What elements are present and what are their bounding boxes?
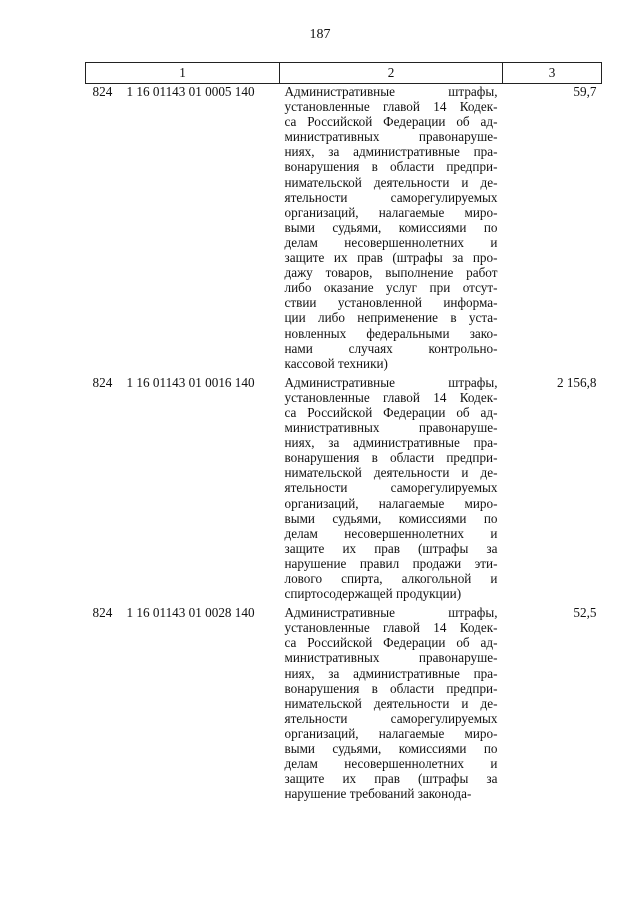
description-cell [280,375,503,605]
page-number: 187 [309,27,331,42]
table-row [86,375,602,605]
description-line: делам несовершеннолетних и [284,756,498,772]
administrator-code: 824 [92,374,113,390]
amount-cell: 52,5 [573,605,597,621]
description-line: защите их прав (штрафы за [284,540,498,556]
column-header-1: 1 [86,63,280,84]
budget-classification-code: 1 16 01143 01 0028 140 [126,605,255,621]
description-line: са Российской Федерации об ад- [284,114,498,130]
description-line: ниях, за административные пра- [284,144,498,160]
amount-cell: 2 156,8 [556,374,597,390]
description-cell [280,605,503,805]
description-line: нами случаях контрольно- [284,340,498,356]
description-line: ниях, за административные пра- [284,665,498,681]
description-line: ции либо неприменение в уста- [284,310,498,326]
description-line: Административные штрафы, [284,374,498,390]
description-line: лового спирта, алкогольной и [284,571,498,586]
description-line: са Российской Федерации об ад- [284,404,498,420]
description-line: нарушение требований законода- [284,786,472,802]
table-row [86,84,602,375]
description-line: ятельности саморегулируемых [284,710,498,726]
description-line: установленные главой 14 Кодек- [284,99,498,115]
description-line: са Российской Федерации об ад- [284,635,498,651]
description-line: Административные штрафы, [284,605,498,621]
description-line: министративных правонаруше- [284,129,498,145]
table-body [86,84,602,806]
administrator-code: 824 [92,605,113,621]
description-line: установленные главой 14 Кодек- [284,389,498,405]
description-line: ниях, за административные пра- [284,435,498,451]
classification-code-cell [86,84,280,375]
description-line: делам несовершеннолетних и [284,525,498,541]
description-line: ятельности саморегулируемых [284,480,498,496]
description-line: либо оказание услуг при отсут- [284,280,498,296]
classification-code-cell [86,605,280,805]
classification-code-cell [86,375,280,605]
description-line: министративных правонаруше- [284,650,498,666]
description-line: спиртосодержащей продукции) [284,586,462,602]
description-line: защите их прав (штрафы за про- [284,250,498,266]
description-line: выми судьями, комиссиями по [284,741,498,757]
description-line: установленные главой 14 Кодек- [284,620,498,636]
description-line: нарушение правил продажи эти- [284,555,498,571]
description-cell [280,84,503,375]
description-line: новленных федеральными зако- [284,325,498,341]
budget-classification-code: 1 16 01143 01 0016 140 [126,374,255,390]
description-line: вонарушения в области предпри- [284,680,498,696]
administrator-code: 824 [92,84,113,99]
description-line: Административные штрафы, [284,84,498,99]
budget-classification-code: 1 16 01143 01 0005 140 [126,84,255,99]
description-line: организаций, налагаемые миро- [284,204,498,220]
description-line: защите их прав (штрафы за [284,771,498,787]
description-line: вонарушения в области предпри- [284,159,498,175]
description-line: нимательской деятельности и де- [284,174,498,190]
column-header-2: 2 [280,63,503,84]
budget-table [85,62,602,805]
description-line: кассовой техники) [284,355,388,371]
amount-cell: 59,7 [573,84,597,99]
column-header-3: 3 [503,63,602,84]
description-line: ствии установленной информа- [284,295,498,311]
description-line: выми судьями, комиссиями по [284,219,498,235]
description-line: нимательской деятельности и де- [284,465,498,481]
description-line: выми судьями, комиссиями по [284,510,498,526]
description-line: дажу товаров, выполнение работ [284,265,498,281]
table-header-row [86,63,602,84]
description-line: нимательской деятельности и де- [284,695,498,711]
description-line: делам несовершеннолетних и [284,234,498,250]
description-line: министративных правонаруше- [284,420,498,436]
description-line: ятельности саморегулируемых [284,189,498,205]
description-line: вонарушения в области предпри- [284,450,498,466]
description-line: организаций, налагаемые миро- [284,725,498,741]
table-row [86,605,602,805]
description-line: организаций, налагаемые миро- [284,495,498,511]
